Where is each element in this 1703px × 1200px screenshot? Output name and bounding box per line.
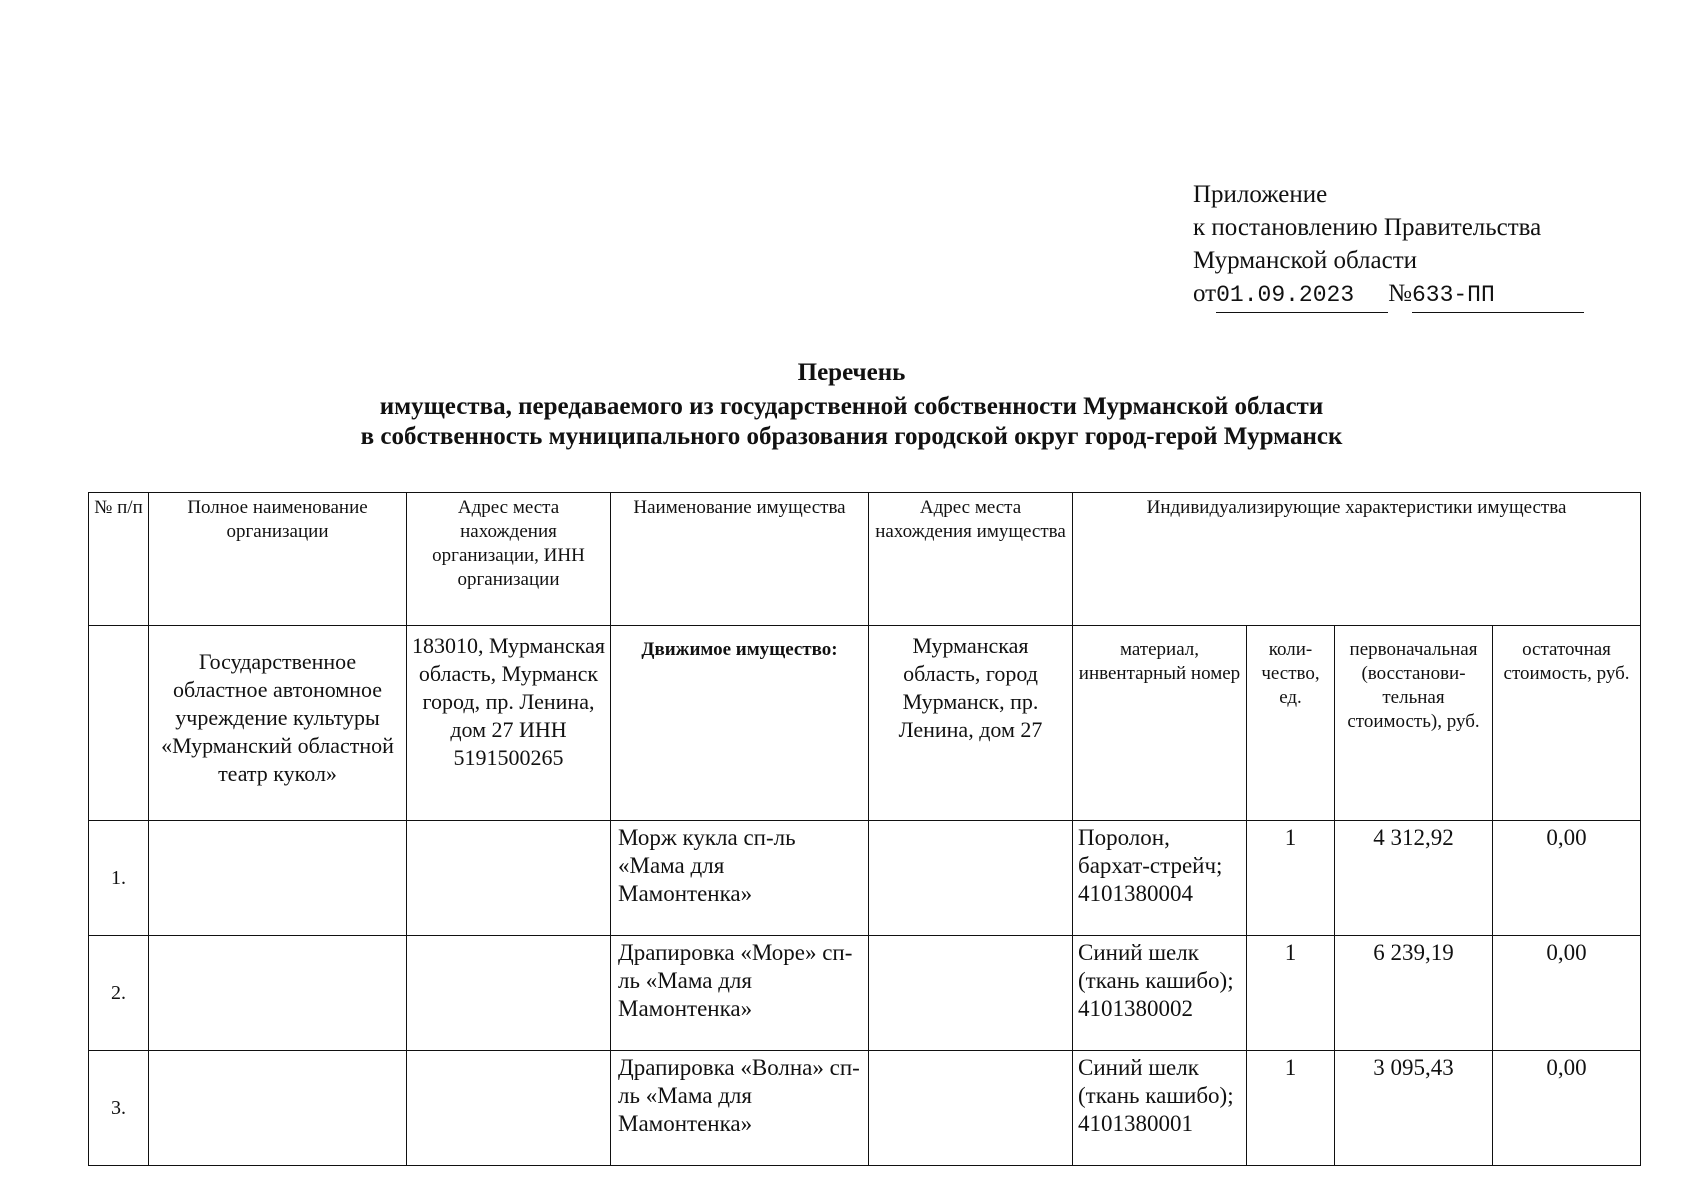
row-num: 2.: [89, 936, 149, 1051]
row-residual-cost: 0,00: [1493, 1051, 1641, 1166]
appendix-line-2: к постановлению Правительства: [1193, 214, 1542, 241]
row-initial-cost: 3 095,43: [1335, 1051, 1493, 1166]
row-quantity: 1: [1247, 936, 1335, 1051]
header-org-name: Полное наименование организации: [149, 493, 407, 626]
table-row: [89, 1051, 1641, 1166]
row-property-name: Морж кукла сп-ль «Мама для Мамонтенка»: [611, 821, 869, 936]
row-address-cell: [407, 821, 611, 936]
title-line-2: имущества, передаваемого из государственной собственности Мурманской области: [379, 393, 1324, 420]
title-line-1: Перечень: [797, 359, 906, 386]
section-label: Движимое имущество:: [611, 626, 869, 821]
row-org-cell: [149, 1051, 407, 1166]
row-property-name: Драпировка «Море» сп-ль «Мама для Мамонтенка»: [611, 936, 869, 1051]
property-address: Мурманская область, город Мурманск, пр. Ленина, дом 27: [869, 626, 1073, 821]
row-material: Синий шелк (ткань кашибо); 4101380001: [1073, 1051, 1247, 1166]
appendix-block: [1193, 178, 1584, 313]
header-characteristics: Индивидуализирующие характеристики имущества: [1073, 493, 1641, 626]
row-material: Синий шелк (ткань кашибо); 4101380002: [1073, 936, 1247, 1051]
header-org-address: Адрес места нахождения организации, ИНН организации: [407, 493, 611, 626]
org-num-cell: [89, 626, 149, 821]
row-quantity: 1: [1247, 821, 1335, 936]
appendix-date-line: [1193, 277, 1584, 313]
row-num: 1.: [89, 821, 149, 936]
appendix-line-3: Мурманской области: [1193, 247, 1418, 274]
org-name: Государственное областное автономное учреждение культуры «Мурманский областной театр кукол»: [149, 626, 407, 821]
row-address-cell: [407, 1051, 611, 1166]
row-initial-cost: 4 312,92: [1335, 821, 1493, 936]
subheader-quantity: коли-чество, ед.: [1247, 626, 1335, 821]
subheader-initial-cost: первоначальная (восстанови-тельная стоимость), руб.: [1335, 626, 1493, 821]
row-address-cell: [407, 936, 611, 1051]
table-row: [89, 821, 1641, 936]
decree-number: 633-ПП: [1412, 279, 1584, 313]
header-property-name: Наименование имущества: [611, 493, 869, 626]
decree-date: 01.09.2023: [1216, 279, 1388, 313]
number-label: №: [1388, 280, 1412, 307]
row-property-address-cell: [869, 1051, 1073, 1166]
row-property-address-cell: [869, 936, 1073, 1051]
row-org-cell: [149, 936, 407, 1051]
row-residual-cost: 0,00: [1493, 936, 1641, 1051]
row-property-address-cell: [869, 821, 1073, 936]
title-line-3: в собственность муниципального образования городской округ город-герой Мурманск: [360, 423, 1343, 450]
header-property-address: Адрес места нахождения имущества: [869, 493, 1073, 626]
header-num: № п/п: [89, 493, 149, 626]
row-quantity: 1: [1247, 1051, 1335, 1166]
property-table: [88, 492, 1641, 1166]
org-address: 183010, Мурманская область, Мурманск город, пр. Ленина, дом 27 ИНН 5191500265: [407, 626, 611, 821]
document-title: [0, 358, 1703, 452]
row-initial-cost: 6 239,19: [1335, 936, 1493, 1051]
from-label: от: [1193, 280, 1217, 307]
appendix-line-1: Приложение: [1193, 181, 1328, 208]
header-row: [89, 493, 1641, 626]
subheader-material: материал, инвентарный номер: [1073, 626, 1247, 821]
row-residual-cost: 0,00: [1493, 821, 1641, 936]
organization-row: [89, 626, 1641, 821]
row-material: Поролон, бархат-стрейч; 4101380004: [1073, 821, 1247, 936]
subheader-residual-cost: остаточная стоимость, руб.: [1493, 626, 1641, 821]
row-org-cell: [149, 821, 407, 936]
row-property-name: Драпировка «Волна» сп-ль «Мама для Мамонтенка»: [611, 1051, 869, 1166]
row-num: 3.: [89, 1051, 149, 1166]
table-row: [89, 936, 1641, 1051]
